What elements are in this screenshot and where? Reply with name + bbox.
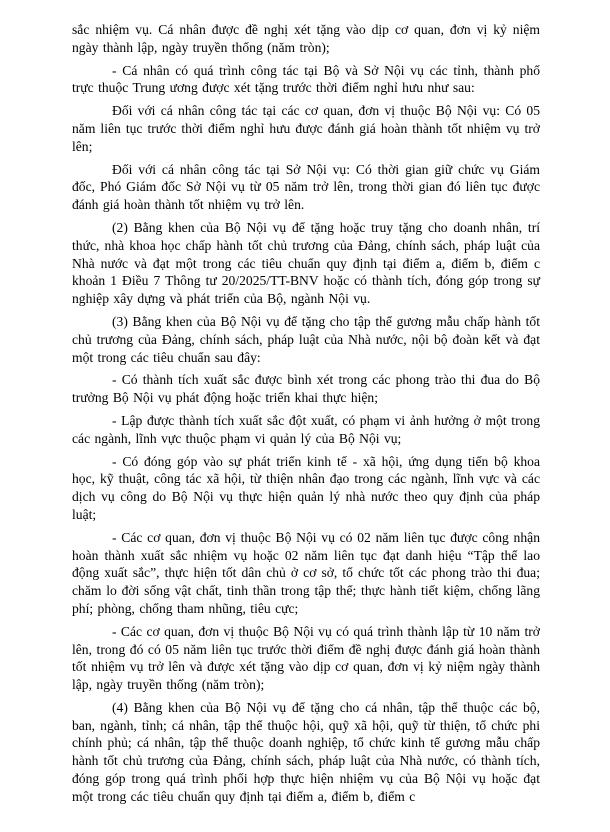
paragraph-criterion-contribution: - Có đóng góp vào sự phát triển kinh tế - xã hội, ứng dụng tiến bộ khoa học, kỹ thuật, công tác xã hội, từ thiện nhân đạo trong các ngành, lĩnh vực và các dịch vụ công do Bộ Nội vụ thực hiện quản lý nhà nước theo quy định của pháp luật; (72, 453, 540, 522)
paragraph-criterion-sudden-achievement: - Lập được thành tích xuất sắc đột xuất, có phạm vi ảnh hưởng ở một trong các ngành, lĩnh vực thuộc phạm vi quản lý của Bộ Nội vụ; (72, 412, 540, 446)
paragraph-criterion-two-years: - Các cơ quan, đơn vị thuộc Bộ Nội vụ có 02 năm liên tục được công nhận hoàn thành xuất sắc nhiệm vụ hoặc 02 năm liên tục đạt danh hiệu “Tập thể lao động xuất sắc”, thực hiện tốt dân chủ ở cơ sở, tổ chức tốt các phong trào thi đua; chăm lo đời sống vật chất, tinh thần trong tập thể; thực hành tiết kiệm, chống lãng phí; phòng, chống tham nhũng, tiêu cực; (72, 529, 540, 616)
paragraph-criterion-emulation: - Có thành tích xuất sắc được bình xét trong các phong trào thi đua do Bộ trưởng Bộ Nội vụ phát động hoặc triển khai thực hiện; (72, 372, 540, 406)
paragraph-individual-criteria: - Cá nhân có quá trình công tác tại Bộ và Sở Nội vụ các tỉnh, thành phố trực thuộc Trung ương được xét tặng trước thời điểm nghỉ hưu như sau: (72, 62, 540, 96)
paragraph-continuation: sắc nhiệm vụ. Cá nhân được đề nghị xét tặng vào dịp cơ quan, đơn vị kỷ niệm ngày thành lập, ngày truyền thống (năm tròn); (72, 22, 540, 55)
paragraph-department-case: Đối với cá nhân công tác tại Sở Nội vụ: Có thời gian giữ chức vụ Giám đốc, Phó Giám đốc Sở Nội vụ từ 05 năm trở lên, trong thời gian đó liên tục được đánh giá hoàn thành tốt nhiệm vụ trở lên. (72, 161, 540, 213)
paragraph-ministry-units-case: Đối với cá nhân công tác tại các cơ quan, đơn vị thuộc Bộ Nội vụ: Có 05 năm liên tục trước thời điểm nghỉ hưu được đánh giá hoàn thành tốt nhiệm vụ trở lên; (72, 103, 540, 154)
paragraph-clause-2: (2) Bằng khen của Bộ Nội vụ để tặng hoặc truy tặng cho doanh nhân, trí thức, nhà khoa học chấp hành tốt chủ trương của Đảng, chính sách, pháp luật của Nhà nước và đạt một trong các tiêu chuẩn quy định tại điểm a, điểm b, điểm c khoản 1 Điều 7 Thông tư 20/2025/TT-BNV hoặc có thành tích, đóng góp trong sự nghiệp xây dựng và phát triển của Bộ, ngành Nội vụ. (72, 219, 540, 307)
paragraph-criterion-ten-years: - Các cơ quan, đơn vị thuộc Bộ Nội vụ có quá trình thành lập từ 10 năm trở lên, trong đó có 05 năm liên tục trước thời điểm đề nghị được đánh giá hoàn thành tốt nhiệm vụ trở lên và được xét tặng vào dịp cơ quan, đơn vị kỷ niệm ngày thành lập, ngày truyền thống (năm tròn); (72, 623, 540, 693)
paragraph-clause-4: (4) Bằng khen của Bộ Nội vụ để tặng cho cá nhân, tập thể thuộc các bộ, ban, ngành, tỉnh; cá nhân, tập thể thuộc hội, quỹ xã hội, quỹ từ thiện, tổ chức phi chính phủ; cá nhân, tập thể thuộc doanh nghiệp, tổ chức kinh tế gương mẫu chấp hành tốt chủ trương của Đảng, chính sách, pháp luật của Nhà nước, có thành tích, đóng góp trong quá trình phối hợp thực hiện nhiệm vụ của Bộ Nội vụ hoặc đạt một trong các tiêu chuẩn quy định tại điểm a, điểm b, điểm c (72, 699, 540, 804)
paragraph-clause-3: (3) Bằng khen của Bộ Nội vụ để tặng cho tập thể gương mẫu chấp hành tốt chủ trương của Đảng, chính sách, pháp luật của Nhà nước, nội bộ đoàn kết và đạt một trong các tiêu chuẩn sau đây: (72, 313, 540, 365)
